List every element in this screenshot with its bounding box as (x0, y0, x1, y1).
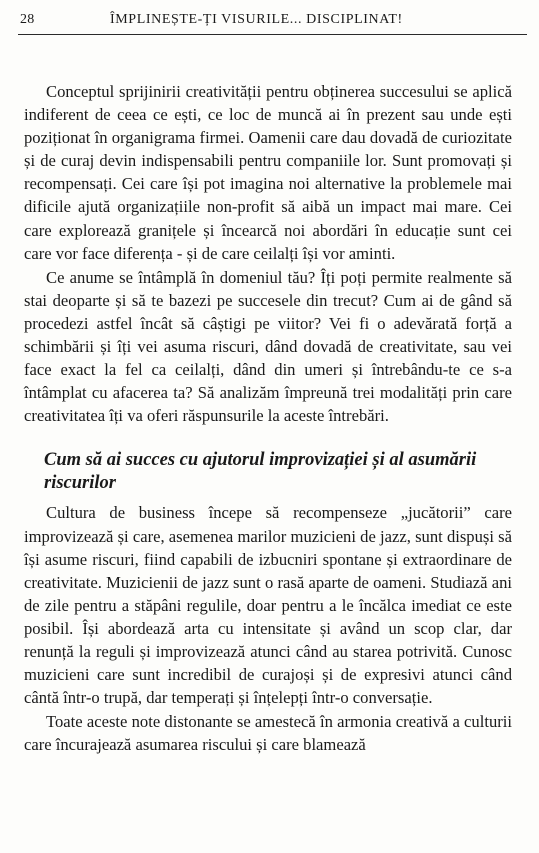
header-rule (18, 34, 527, 35)
page-number: 28 (20, 12, 35, 27)
book-title: ÎMPLINEȘTE-ȚI VISURILE... DISCIPLINAT! (110, 12, 403, 27)
paragraph: Cultura de business începe să recompenseze „jucătorii” care improvizează și care, asemenea marilor muzicieni de jazz, sunt dispuși să își asume riscuri, fiind capabili de izbucniri spontane și extraordinare de creativitate. Muzicienii de jazz sunt o rasă aparte de oameni. Studiază ani de zile pentru a stăpâni regulile, doar pentru a le încălca imediat ce este posibil. Își abordează arta cu intensitate și având un scop clar, dar renunță la reguli și improvizează atunci când au starea potrivită. Cunosc muzicieni care sunt incredibil de curajoși și de expresivi atunci când cântă într-o trupă, dar temperați și înțelepți într-o conversație. (24, 503, 512, 708)
running-header (12, 8, 527, 30)
main-text (24, 80, 512, 756)
section-heading: Cum să ai succes cu ajutorul improvizației și al asumării riscurilor (44, 450, 477, 494)
paragraph: Toate aceste note distonante se amestecă în armonia creativă a culturii care încurajează asumarea riscului și care blamează (24, 712, 512, 755)
paragraph: Conceptul sprijinirii creativității pentru obținerea succesului se aplică indiferent de ceea ce ești, ce loc de muncă ai în prezent sau unde ești poziționat în organigrama firmei. Oamenii care dau dovadă de curiozitate și de curaj devin indispensabili pentru companiile lor. Sunt promovați și recompensați. Cei care își pot imagina noi alternative la problemele mai dificile ajută organizațiile non-profit să aibă un impact mai mare. Cei care explorează granițele și încearcă noi abordări în educație sunt cei care vor face diferența - și de care ceilalți își vor aminti. (24, 82, 512, 263)
paragraph: Ce anume se întâmplă în domeniul tău? Îți poți permite realmente să stai deoparte și să te bazezi pe succesele din trecut? Cum ai de gând să procedezi astfel încât să câștigi pe viitor? Vei fi o adevărată forță a schimbării și îți vei asuma riscuri, dând dovadă de creativitate, sau vei face exact la fel ca ceilalți, dând din umeri și întrebându-te ce s-a întâmplat cu afacerea ta? Să analizăm împreună trei modalități prin care creativitatea îți va oferi răspunsurile la aceste întrebări. (24, 267, 512, 426)
